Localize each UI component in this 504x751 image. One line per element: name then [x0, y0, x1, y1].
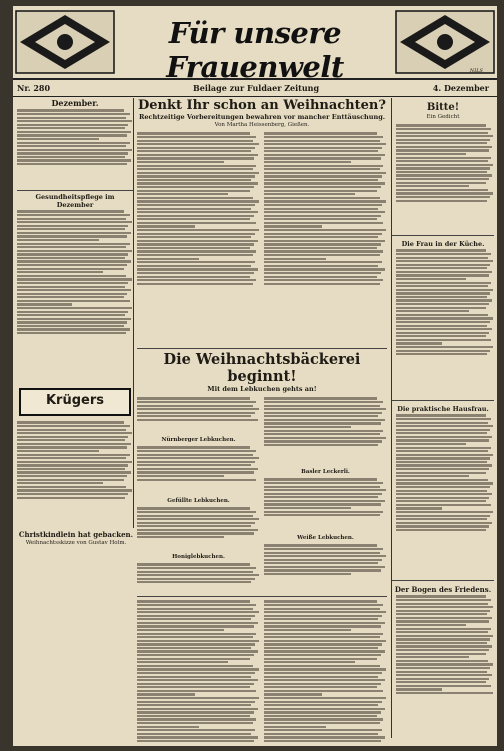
- masthead-title: Für unsere Frauenwelt: [166, 16, 344, 84]
- advertisement-krueger: Krügers: [19, 388, 131, 416]
- recipe-heading-2: Basler Leckerli.: [301, 469, 350, 475]
- kitchen-body: [392, 248, 494, 398]
- story-heading: Christkindlein hat gebacken.: [18, 530, 134, 539]
- recipe-heading-5: Honiglebkuchen.: [172, 554, 225, 560]
- left-ornament-icon: [15, 10, 115, 74]
- recipe-body-5: [137, 562, 260, 592]
- recipe-body-3: [137, 506, 260, 551]
- peace-body: [392, 594, 494, 734]
- feature-byline: Von Martha Heissenberg, Gießen.: [214, 122, 310, 128]
- newspaper-page: [13, 6, 497, 746]
- housewife-heading: Die praktische Hausfrau.: [397, 405, 489, 413]
- story-byline: Weihnachtsskizze von Gustav Holm.: [25, 540, 127, 546]
- poem-right-body: [392, 123, 494, 233]
- poem-right-author: Ein Gedicht: [426, 114, 460, 120]
- feature-body-left: [137, 131, 260, 346]
- recipe-body-1: [137, 445, 260, 495]
- column-left-bottom: [17, 530, 135, 549]
- health-article-continued: [17, 420, 133, 530]
- issue-number: Nr. 280: [17, 83, 51, 93]
- feature-subtitle: Rechtzeitige Vorbereitungen bewahren vor mancher Enttäuschung.: [138, 113, 386, 121]
- poem-body: [17, 108, 133, 188]
- recipe-heading-3: Gefüllte Lebkuchen.: [167, 498, 230, 504]
- info-bar: [13, 82, 497, 97]
- peace-heading: Der Bogen des Friedens.: [394, 585, 492, 594]
- story-body-left: [137, 599, 260, 746]
- supplement-name: Beilage zur Fuldaer Zeitung: [193, 83, 320, 93]
- health-heading: Gesundheitspflege im Dezember: [35, 193, 115, 209]
- recipe-heading-4: Weiße Lebkuchen.: [297, 535, 354, 541]
- feature-column: [137, 98, 387, 746]
- story-body-right: [264, 599, 387, 746]
- recipe-heading-1: Nürnberger Lebkuchen.: [161, 437, 236, 443]
- health-article-body: [17, 209, 133, 384]
- bakery-intro: [137, 396, 260, 434]
- feature-body-right: [264, 131, 387, 346]
- issue-date: 4. Dezember: [432, 83, 489, 93]
- poem-heading: Dezember.: [51, 98, 99, 108]
- artist-signature: NILS: [469, 68, 483, 74]
- feature-title: Denkt Ihr schon an Weihnachten?: [138, 98, 386, 113]
- recipe-body-2: [264, 477, 387, 532]
- recipe-body-4: [264, 543, 387, 588]
- poem-right-heading: Bitte!: [426, 102, 460, 113]
- bakery-title: Die Weihnachtsbäckerei beginnt!: [163, 351, 361, 385]
- column-right: [391, 98, 494, 738]
- bakery-subtitle: Mit dem Lebkuchen gehts an!: [207, 385, 317, 393]
- masthead: [13, 6, 497, 84]
- kitchen-heading: Die Frau in der Küche.: [401, 240, 485, 248]
- housewife-body: [392, 413, 494, 578]
- bakery-intro-right: [264, 396, 387, 466]
- column-left: [17, 98, 134, 528]
- right-ornament-icon: [395, 10, 495, 74]
